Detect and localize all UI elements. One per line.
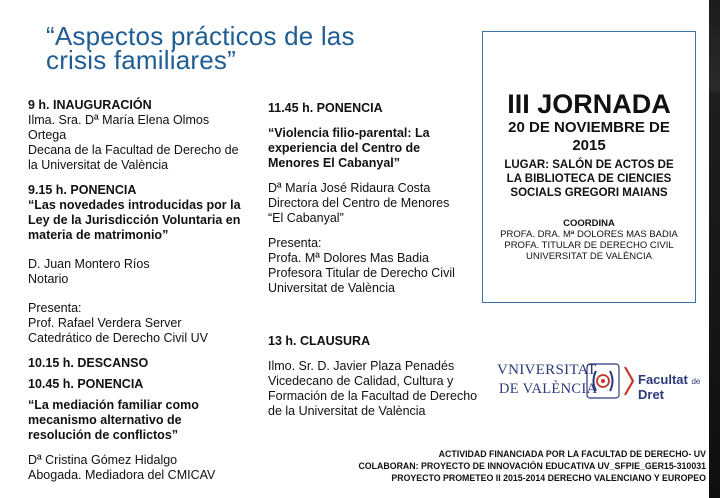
inauguration-heading: 9 h. INAUGURACIÓN — [28, 98, 152, 112]
session-3-speaker: Dª María José Ridaura Costa — [268, 181, 431, 195]
footer-line: COLABORAN: PROYECTO DE INNOVACIÓN EDUCATIVA UV_SFPIE_GER15-310031 — [358, 461, 706, 471]
footer-line: PROYECTO PROMETEO II 2015-2014 DERECHO VALENCIANO Y EUROPEO — [391, 473, 706, 483]
program-middle-column — [268, 101, 478, 296]
title-line-2: crisis familiares” — [46, 45, 236, 75]
inauguration-line: la Universitat de València — [28, 158, 169, 172]
session-1-title: “Las novedades introducidas por la — [28, 198, 241, 212]
session-2-speaker: Dª Cristina Gómez Hidalgo — [28, 453, 178, 467]
event-place: LUGAR: SALÓN DE ACTOS DE — [504, 159, 674, 171]
logo-faculty-word: de — [691, 377, 701, 386]
session-3-presenter-role: Universitat de València — [268, 281, 395, 295]
footer-line: ACTIVIDAD FINANCIADA POR LA FACULTAD DE DERECHO- UV — [438, 449, 706, 459]
closing-heading: 13 h. CLAUSURA — [268, 334, 371, 348]
break-heading: 10.15 h. DESCANSO — [28, 356, 149, 370]
closing-line: Vicedecano de Calidad, Cultura y — [268, 374, 454, 388]
session-2-title: “La mediación familiar como — [28, 398, 199, 412]
logo-divider-icon — [623, 365, 637, 397]
logo-faculty-name — [638, 372, 707, 402]
session-2-title: mecanismo alternativo de — [28, 413, 182, 427]
session-2-speaker-role: Abogada. Mediadora del CMICAV — [28, 468, 216, 482]
session-3-speaker-role: “El Cabanyal” — [268, 211, 344, 225]
session-1-speaker: D. Juan Montero Ríos — [28, 257, 150, 271]
coordinator-line: PROFA. TITULAR DE DERECHO CIVIL — [504, 240, 674, 251]
logo-university-name: DE VALÈNCIA — [499, 381, 598, 397]
session-1-title: Ley de la Jurisdicción Voluntaria en — [28, 213, 241, 227]
session-1-presenter-label: Presenta: — [28, 301, 82, 315]
closing-line: Formación de la Facultad de Derecho — [268, 389, 478, 403]
logo-university-name: VNIVERSITAT — [497, 362, 597, 378]
session-3-speaker-role: Directora del Centro de Menores — [268, 196, 450, 210]
session-3-title: Menores El Cabanyal” — [268, 156, 400, 170]
title-line-1: “Aspectos prácticos de las — [46, 21, 355, 51]
closing-line: de la Universitat de València — [268, 404, 426, 418]
coordinator-label: COORDINA — [563, 218, 615, 229]
session-3-heading: 11.45 h. PONENCIA — [268, 101, 383, 115]
event-place: SOCIALS GREGORI MAIANS — [510, 187, 668, 199]
session-3-presenter-label: Presenta: — [268, 236, 322, 250]
university-seal-icon — [585, 361, 621, 401]
closing-line: Ilmo. Sr. D. Javier Plaza Penadés — [268, 359, 455, 373]
session-1-presenter-role: Catedrático de Derecho Civil UV — [28, 331, 208, 345]
session-3-presenter-name: Profa. Mª Dolores Mas Badia — [268, 251, 429, 265]
session-3-presenter-role: Profesora Titular de Derecho Civil — [268, 266, 455, 280]
funding-footer — [358, 448, 706, 484]
session-1-heading: 9.15 h. PONENCIA — [28, 183, 137, 197]
coordinator-line: UNIVERSITAT DE VALÈNCIA — [526, 251, 652, 262]
document-title — [46, 21, 466, 75]
logo-faculty-word: Facultat — [638, 372, 688, 387]
logo-faculty-word: Dret — [638, 387, 665, 402]
inauguration-line: Ilma. Sra. Dª María Elena Olmos — [28, 113, 210, 127]
session-2-heading: 10.45 h. PONENCIA — [28, 377, 144, 391]
inauguration-line: Ortega — [28, 128, 67, 142]
university-faculty-logo — [497, 359, 707, 405]
event-date: 2015 — [572, 137, 606, 154]
inauguration-line: Decana de la Facultad de Derecho de — [28, 143, 239, 157]
coordinator-line: PROFA. DRA. Mª DOLORES MAS BADIA — [500, 229, 678, 240]
program-left-column — [28, 98, 260, 483]
session-1-speaker-role: Notario — [28, 272, 69, 286]
session-1-presenter-name: Prof. Rafael Verdera Server — [28, 316, 182, 330]
event-info-box — [482, 31, 696, 303]
slide-edge-bar — [709, 0, 720, 498]
closing-block — [268, 334, 480, 419]
session-3-title: “Violencia filio-parental: La — [268, 126, 430, 140]
session-3-title: experiencia del Centro de — [268, 141, 421, 155]
event-date: 20 DE NOVIEMBRE DE — [508, 119, 670, 136]
session-1-title: materia de matrimonio” — [28, 228, 169, 242]
event-heading: III JORNADA — [507, 89, 671, 119]
event-place: LA BIBLIOTECA DE CIENCIES — [506, 173, 672, 185]
session-2-title: resolución de conflictos” — [28, 428, 179, 442]
